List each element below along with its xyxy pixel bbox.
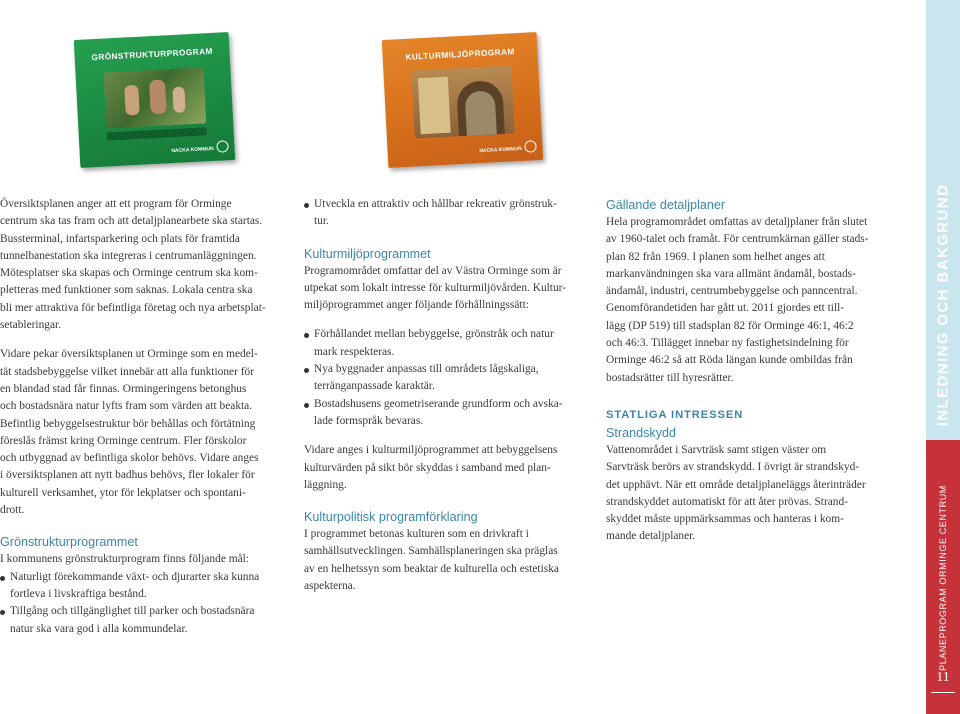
page-number: 11 bbox=[936, 670, 950, 685]
text-line: och bostadsnära natur lyfts fram som värden att beakta. bbox=[0, 400, 253, 413]
list-item bbox=[304, 196, 594, 231]
paragraph-strandskydd bbox=[606, 442, 906, 546]
cover-kulturmiljoprogram bbox=[382, 32, 543, 168]
photo-figure bbox=[124, 85, 140, 116]
section-label: INLEDNING OCH BAKGRUND bbox=[934, 183, 952, 427]
list-item bbox=[0, 603, 290, 638]
heading-gallande-detaljplaner: Gällande detaljplaner bbox=[606, 198, 726, 212]
text-line: och 46:3. Tillägget innebar ny fastighetsindelning för bbox=[606, 337, 849, 350]
text-line: Bostadshusens geometriserande grundform och avska- bbox=[314, 397, 563, 410]
text-line: setableringar. bbox=[0, 319, 62, 332]
text-line: och utbyggnad av befintliga skolor behövs. Vidare anges bbox=[0, 452, 259, 465]
cover-logo-text: NACKA KOMMUN bbox=[479, 145, 522, 155]
cover-gronstrukturprogram bbox=[74, 32, 235, 168]
list-item bbox=[0, 569, 290, 604]
text-line: Vattenområdet i Sarvträsk samt stigen väster om bbox=[606, 443, 827, 456]
heading-strandskydd: Strandskydd bbox=[606, 425, 677, 440]
text-line: föreslås främst kring Orminge centrum. Fler förskolor bbox=[0, 434, 247, 447]
text-line: Genomförandetiden har gått ut. 2011 gjordes ett till- bbox=[606, 302, 845, 315]
text-line: bostadsrätter till hyresrätter. bbox=[606, 371, 734, 384]
text-line: Vidare pekar översiktsplanen ut Orminge som en medel- bbox=[0, 348, 258, 361]
paragraph-gronstruktur-intro bbox=[0, 551, 290, 568]
text-line: pletteras med funktioner som saknas. Lokala centra ska bbox=[0, 284, 253, 297]
column-1 bbox=[0, 196, 290, 638]
bullet-list-kulturmiljo bbox=[304, 326, 594, 430]
paragraph-kulturpolitisk bbox=[304, 526, 594, 595]
text-line: Översiktsplanen anger att ett program för Orminge bbox=[0, 198, 232, 210]
text-line: I kommunens grönstrukturprogram finns följande mål: bbox=[0, 553, 249, 566]
column-3 bbox=[606, 196, 906, 546]
text-line: av en helhetssyn som beaktar de kulturella och estetiska bbox=[304, 562, 559, 575]
text-line: kulturell verksamhet, ytor för lekplatser och spontani- bbox=[0, 486, 246, 499]
text-line: lägg (DP 519) till stadsplan 82 för Orminge 46:1, 46:2 bbox=[606, 319, 854, 332]
photo-figure bbox=[149, 79, 167, 114]
text-line: fortleva i livskraftiga bestånd. bbox=[10, 587, 147, 600]
cover-photo bbox=[103, 67, 206, 128]
text-line: samhällsutvecklingen. Samhällsplaneringen ska präglas bbox=[304, 545, 558, 558]
text-line: Befintlig bebyggelsestruktur bör behållas och förtätning bbox=[0, 417, 256, 430]
text-line: Sarvträsk berörs av strandskydd. I övrigt är strandskyd- bbox=[606, 461, 860, 474]
photo-strip bbox=[107, 127, 207, 140]
heading-gronstrukturprogrammet: Grönstrukturprogrammet bbox=[0, 535, 138, 550]
cover-logo-text: NACKA KOMMUN bbox=[171, 145, 214, 155]
bullet-list-gronstruktur-cont bbox=[304, 196, 594, 231]
list-item bbox=[304, 326, 594, 361]
text-line: Tillgång och tillgänglighet till parker och bostadsnära bbox=[10, 605, 255, 618]
text-line: en blandad stad får finnas. Ormingeringens betonghus bbox=[0, 382, 247, 395]
cover-photo bbox=[411, 65, 514, 138]
bullet-list-gronstruktur bbox=[0, 569, 290, 638]
text-line: skyddet måste uppmärksammas och hanteras i kom- bbox=[606, 513, 844, 526]
list-item bbox=[304, 361, 594, 396]
list-item bbox=[304, 396, 594, 431]
cover-title: KULTURMILJÖPROGRAM bbox=[405, 46, 515, 62]
text-line: Bussterminal, infartsparkering och plats för framtida bbox=[0, 232, 240, 245]
page-number-rule bbox=[931, 692, 955, 693]
text-line: markanvändningen ska vara allmänt ändamål, bostads- bbox=[606, 267, 856, 280]
photo-figure bbox=[172, 86, 185, 113]
paragraph-kulturvarden bbox=[304, 442, 594, 494]
text-line: mark respekteras. bbox=[314, 345, 395, 358]
text-line: aspekterna. bbox=[304, 580, 356, 593]
text-line: det upphävt. När ett område detaljplaneläggs återinträder bbox=[606, 478, 866, 491]
text-line: Programområdet omfattar del av Västra Orminge som är bbox=[304, 264, 562, 277]
text-line: Naturligt förekommande växt- och djurarter ska kunna bbox=[10, 570, 260, 583]
text-line: Utveckla en attraktiv och hållbar rekreativ grönstruk- bbox=[314, 198, 557, 210]
text-line: lade formspråk bevaras. bbox=[314, 414, 424, 427]
text-line: tur. bbox=[314, 215, 329, 228]
text-line: Orminge 46:2 så att Röda längan kunde ombildas från bbox=[606, 354, 853, 367]
text-line: miljöprogrammet anger följande förhållningssätt: bbox=[304, 299, 529, 312]
text-line: Förhållandet mellan bebyggelse, grönstråk och natur bbox=[314, 328, 554, 341]
text-line: strandskyddet automatiskt för att åter prövas. Strand- bbox=[606, 495, 848, 508]
text-line: plan 82 från 1969. I planen som helhet anges att bbox=[606, 250, 825, 263]
text-line: terränganpassade karaktär. bbox=[314, 380, 435, 393]
text-line: i översiktsplanen att nytt badhus behövs, fler lokaler för bbox=[0, 469, 255, 482]
document-subtitle: PLANEPROGRAM ORMINGE CENTRUM bbox=[938, 485, 948, 671]
paragraph-kulturmiljo bbox=[304, 263, 594, 315]
cover-title: GRÖNSTRUKTURPROGRAM bbox=[91, 45, 213, 63]
nacka-logo-icon bbox=[216, 140, 229, 153]
text-line: mande detaljplaner. bbox=[606, 530, 696, 543]
text-line: drott. bbox=[0, 504, 25, 517]
heading-kulturpolitisk: Kulturpolitisk programförklaring bbox=[304, 510, 478, 525]
photo-wall bbox=[418, 77, 451, 134]
heading-statliga-intressen: STATLIGA INTRESSEN bbox=[606, 408, 744, 421]
photo-arch-inner bbox=[465, 90, 497, 136]
text-line: Mötesplatser ska skapas och Orminge centrum ska kom- bbox=[0, 267, 258, 280]
paragraph-medeltat-stad bbox=[0, 346, 290, 519]
text-line: natur ska vara god i alla kommundelar. bbox=[10, 622, 188, 635]
paragraph-detaljplaner bbox=[606, 214, 906, 387]
text-line: utpekat som lokalt intresse för kulturmiljövården. Kultur- bbox=[304, 281, 567, 294]
text-line: tät stadsbebyggelse vilket innebär att alla funktioner för bbox=[0, 365, 254, 378]
column-2 bbox=[304, 196, 594, 595]
text-line: Vidare anges i kulturmiljöprogrammet att bebyggelsens bbox=[304, 444, 558, 457]
text-line: bli mer attraktiva för befintliga företag och nya arbetsplat- bbox=[0, 301, 266, 314]
text-line: läggning. bbox=[304, 478, 347, 491]
text-line: centrum ska tas fram och att detaljplanearbete ska startas. bbox=[0, 215, 263, 228]
text-line: Hela programområdet omfattas av detaljplaner från slutet bbox=[606, 216, 868, 228]
text-line: Nya byggnader anpassas till områdets lågskaliga, bbox=[314, 363, 539, 376]
heading-kulturmiljoprogrammet: Kulturmiljöprogrammet bbox=[304, 246, 431, 261]
nacka-logo-icon bbox=[524, 140, 537, 153]
text-line: ändamål, industri, centrumbebyggelse och panncentral. bbox=[606, 285, 858, 298]
text-line: I programmet betonas kulturen som en drivkraft i bbox=[304, 528, 529, 541]
text-line: kulturvärden på sikt bör skyddas i samband med plan- bbox=[304, 461, 551, 474]
paragraph-oversiktsplan bbox=[0, 196, 290, 334]
text-line: tunnelbanestation ska integreras i centrumanläggningen. bbox=[0, 249, 257, 262]
text-line: av 1960-talet och framåt. För centrumkärnan gäller stads- bbox=[606, 233, 869, 246]
